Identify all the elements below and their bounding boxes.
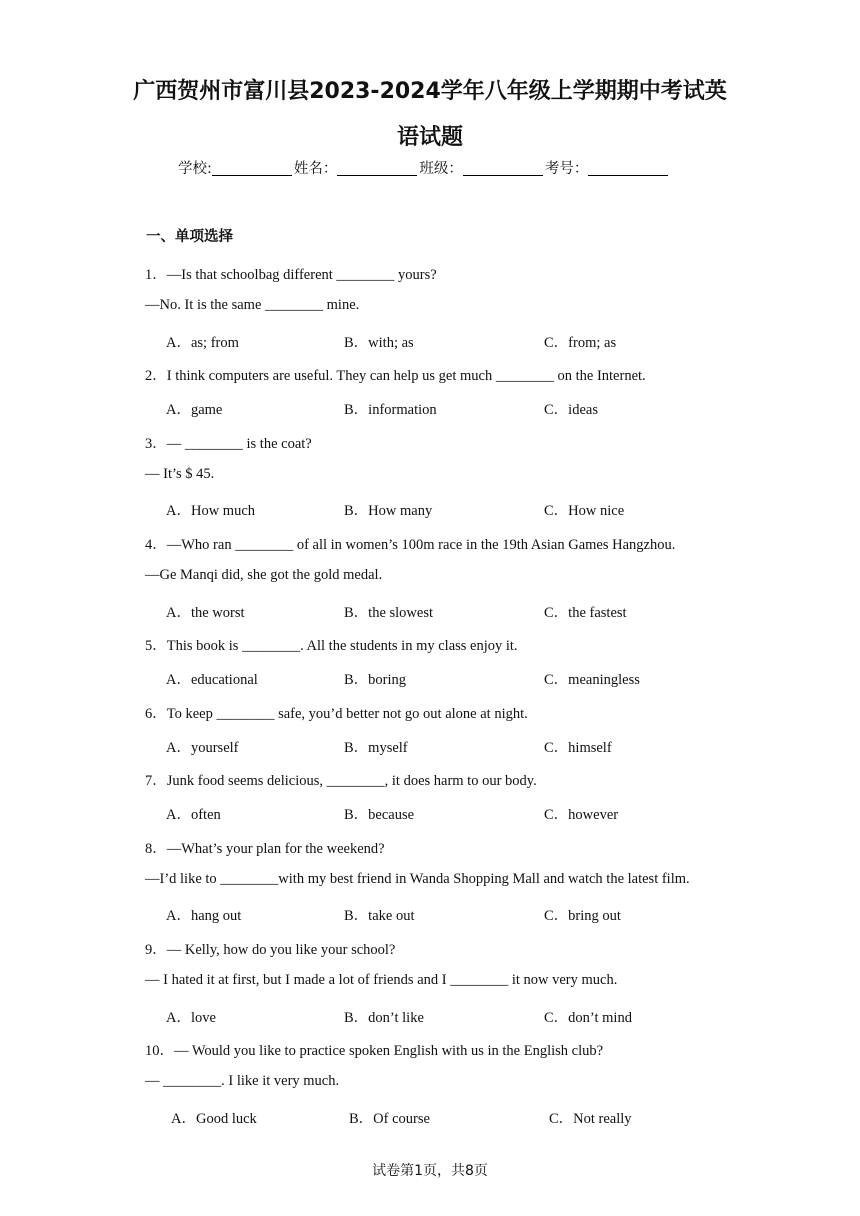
answer-option-b[interactable]: B．How many <box>344 503 433 520</box>
name-label: 姓名： <box>293 161 338 177</box>
answer-option-b[interactable]: B．myself <box>344 739 408 756</box>
exam-number-blank[interactable] <box>588 161 668 176</box>
question-stem: 8．—What’s your plan for the weekend? <box>145 840 385 857</box>
question-dialogue-line: — It’s $ 45. <box>145 465 215 482</box>
question-stem: 7．Junk food seems delicious, ________, it does harm to our body. <box>145 773 537 790</box>
class-blank[interactable] <box>463 161 543 176</box>
question-dialogue-line: —I’d like to ________with my best friend in Wanda Shopping Mall and watch the latest film. <box>145 870 690 887</box>
exam-number-label: 考号： <box>544 161 589 177</box>
answer-option-b[interactable]: B．Of course <box>349 1110 430 1127</box>
answer-option-c[interactable]: C．Not really <box>549 1110 632 1127</box>
exam-title-line-2: 语试题 <box>396 125 463 150</box>
question-stem: 3．— ________ is the coat? <box>145 435 312 452</box>
answer-option-b[interactable]: B．because <box>344 807 415 823</box>
answer-option-a[interactable]: A．Good luck <box>171 1110 257 1127</box>
question-stem: 10．— Would you like to practice spoken English with us in the English club? <box>145 1043 604 1060</box>
answer-option-a[interactable]: A．the worst <box>166 604 245 621</box>
answer-option-a[interactable]: A．yourself <box>166 739 239 756</box>
question-dialogue-line: — ________. I like it very much. <box>145 1073 340 1089</box>
answer-option-a[interactable]: A．as; from <box>166 334 239 351</box>
answer-option-c[interactable]: C．however <box>544 807 619 823</box>
student-info-row <box>178 157 670 178</box>
name-blank[interactable] <box>337 161 417 176</box>
answer-option-a[interactable]: A．educational <box>166 672 258 688</box>
question-stem: 6．To keep ________ safe, you’d better not go out alone at night. <box>145 705 528 722</box>
class-label: 班级： <box>419 161 463 177</box>
section-heading: 一、单项选择 <box>146 229 233 245</box>
question-dialogue-line: —No. It is the same ________ mine. <box>145 296 360 313</box>
question-stem: 9．— Kelly, how do you like your school? <box>145 942 396 958</box>
question-stem: 2．I think computers are useful. They can help us get much ________ on the Internet. <box>145 368 646 385</box>
question-dialogue-line: —Ge Manqi did, she got the gold medal. <box>145 566 383 583</box>
exam-title-line-1: 广西贺州市富川县2023-2024学年八年级上学期期中考试英 <box>133 79 727 104</box>
answer-option-c[interactable]: C．himself <box>544 739 612 756</box>
answer-option-c[interactable]: C．don’t mind <box>544 1009 632 1026</box>
question-stem: 1．—Is that schoolbag different ________ yours? <box>145 267 437 283</box>
answer-option-b[interactable]: B．with; as <box>344 334 414 351</box>
page-footer: 试卷第1页，共8页 <box>372 1163 488 1179</box>
answer-option-c[interactable]: C．the fastest <box>544 604 627 621</box>
question-stem: 5．This book is ________. All the students in my class enjoy it. <box>145 638 518 655</box>
answer-option-b[interactable]: B．boring <box>344 672 407 688</box>
school-blank[interactable] <box>212 161 292 176</box>
answer-option-a[interactable]: A．How much <box>166 503 256 520</box>
answer-option-c[interactable]: C．ideas <box>544 402 598 418</box>
answer-option-b[interactable]: B．take out <box>344 908 415 925</box>
question-stem: 4．—Who ran ________ of all in women’s 100m race in the 19th Asian Games Hangzhou. <box>145 537 676 553</box>
answer-option-a[interactable]: A．often <box>166 807 221 823</box>
answer-option-a[interactable]: A．love <box>166 1009 216 1026</box>
answer-option-c[interactable]: C．bring out <box>544 908 621 925</box>
answer-option-c[interactable]: C．How nice <box>544 503 625 520</box>
answer-option-c[interactable]: C．meaningless <box>544 672 640 688</box>
answer-option-c[interactable]: C．from; as <box>544 334 617 351</box>
answer-option-b[interactable]: B．don’t like <box>344 1009 424 1026</box>
answer-option-b[interactable]: B．information <box>344 402 437 418</box>
question-dialogue-line: — I hated it at first, but I made a lot of friends and I ________ it now very much. <box>145 971 618 988</box>
answer-option-a[interactable]: A．hang out <box>166 908 242 925</box>
answer-option-a[interactable]: A．game <box>166 402 223 418</box>
school-label: 学校: <box>178 161 212 177</box>
answer-option-b[interactable]: B．the slowest <box>344 604 434 621</box>
